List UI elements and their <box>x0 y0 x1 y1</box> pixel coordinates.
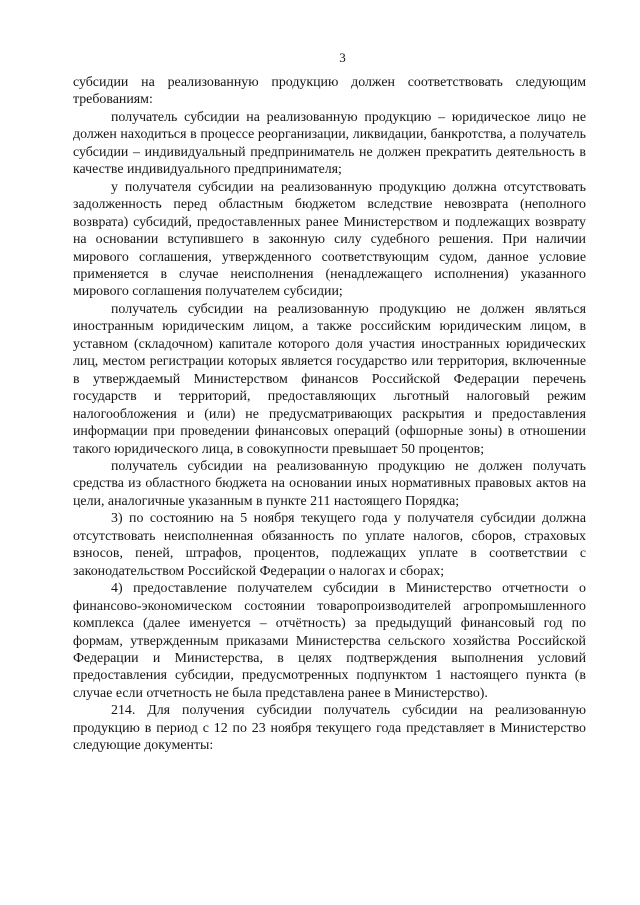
paragraph-continuation: субсидии на реализованную продукцию должен соответствовать следующим требованиям: <box>73 75 586 108</box>
paragraph-not-foreign-entity: получатель субсидии на реализованную продукцию не должен являться иностранным юридическим лицом, а также российским юридическим лицом, в уставном (складочном) капитале которого доля участия иностранных юридических лиц, местом регистрации которых является государство или территория, включенные в утверждаемый Министерством финансов Российской Федерации перечень государств и территорий, предоставляющих льготный налоговый режим налогообложения и (или) не предусматривающих раскрытия и предоставления информации при проведении финансовых операций (офшорные зоны) в отношении такого юридического лица, в совокупности превышает 50 процентов; <box>73 301 586 457</box>
paragraph-no-debt: у получателя субсидии на реализованную продукцию должна отсутствовать задолженность перед областным бюджетом вследствие невозврата (неполного возврата) субсидий, предоставленных ранее Министерством и подлежащих возврату на основании вступившего в законную силу судебного решения. При наличии мирового соглашения, утвержденного соответствующим судом, данное условие применяется в случае неисполнения (ненадлежащего исполнения) указанного мирового соглашения получателем субсидии; <box>73 179 586 300</box>
paragraph-no-other-funds: получатель субсидии на реализованную продукцию не должен получать средства из областного бюджета на основании иных нормативных правовых актов на цели, аналогичные указанным в пункте 211 настоящего Порядка; <box>73 458 586 509</box>
paragraph-item-4-reporting: 4) предоставление получателем субсидии в Министерство отчетности о финансово-экономическом состоянии товаропроизводителей агропромышленного комплекса (далее именуется – отчётность) за предыдущий финансовый год по формам, утвержденным приказами Министерства сельского хозяйства Российской Федерации и Министерства, в целях подтверждения выполнения условий предоставления субсидии, предусмотренных подпунктом 1 настоящего пункта (в случае если отчетность не была представлена ранее в Министерство). <box>73 581 586 701</box>
paragraph-item-3-taxes: 3) по состоянию на 5 ноября текущего года у получателя субсидии должна отсутствовать неисполненная обязанность по уплате налогов, сборов, страховых взносов, пеней, штрафов, процентов, подлежащих уплате в соответствии с законодательством Российской Федерации о налогах и сборах; <box>73 511 586 579</box>
paragraph-214-documents: 214. Для получения субсидии получатель субсидии на реализованную продукцию в период с 12 по 23 ноября текущего года представляет в Министерство следующие документы: <box>73 703 586 754</box>
paragraph-no-reorganization: получатель субсидии на реализованную продукцию – юридическое лицо не должен находиться в процессе реорганизации, ликвидации, банкротства, а получатель субсидии – индивидуальный предприниматель не должен прекратить деятельность в качестве индивидуального предпринимателя; <box>73 109 586 178</box>
page-number: 3 <box>339 50 346 65</box>
document-body <box>73 74 586 755</box>
